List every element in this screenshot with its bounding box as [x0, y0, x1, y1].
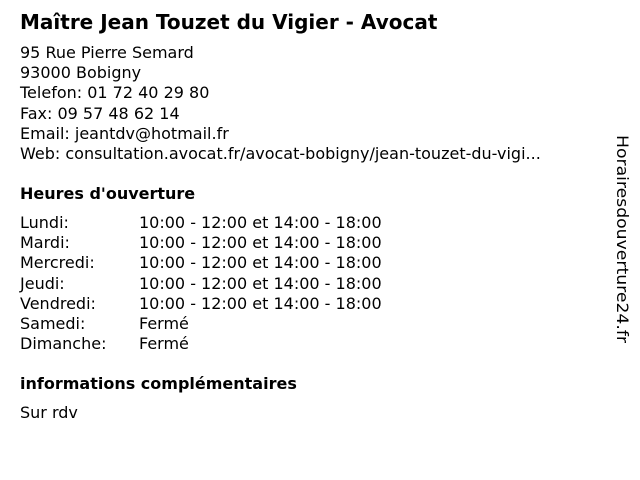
watermark-text: Horairesdouverture24.fr	[613, 135, 632, 329]
additional-info-heading: informations complémentaires	[20, 374, 297, 393]
hours-time: 10:00 - 12:00 et 14:00 - 18:00	[139, 253, 382, 273]
address-city: 93000 Bobigny	[20, 63, 142, 83]
hours-time: 10:00 - 12:00 et 14:00 - 18:00	[139, 213, 382, 232]
hours-day: Mercredi:	[20, 253, 95, 273]
hours-day: Lundi:	[20, 213, 69, 232]
hours-day: Vendredi:	[20, 293, 96, 313]
hours-time: 10:00 - 12:00 et 14:00 - 18:00	[139, 233, 382, 253]
hours-day: Dimanche:	[20, 334, 107, 354]
web-line: Web: consultation.avocat.fr/avocat-bobigny/jean-touzet-du-vigi...	[20, 143, 541, 163]
hours-time: Fermé	[139, 313, 189, 333]
hours-time: 10:00 - 12:00 et 14:00 - 18:00	[139, 293, 382, 313]
hours-day: Jeudi:	[20, 273, 65, 293]
email-line: Email: jeantdv@hotmail.fr	[20, 123, 229, 143]
hours-time: 10:00 - 12:00 et 14:00 - 18:00	[139, 273, 382, 293]
hours-day: Samedi:	[20, 313, 86, 333]
page-title: Maître Jean Touzet du Vigier - Avocat	[20, 10, 438, 34]
watermark	[608, 135, 638, 345]
hours-day: Mardi:	[20, 233, 70, 253]
phone-line: Telefon: 01 72 40 29 80	[20, 83, 210, 103]
opening-hours-heading: Heures d'ouverture	[20, 184, 196, 203]
hours-time: Fermé	[139, 334, 189, 354]
fax-line: Fax: 09 57 48 62 14	[20, 103, 180, 123]
address-street: 95 Rue Pierre Semard	[20, 43, 194, 62]
additional-info-text: Sur rdv	[20, 403, 78, 422]
contact-block	[20, 43, 541, 164]
